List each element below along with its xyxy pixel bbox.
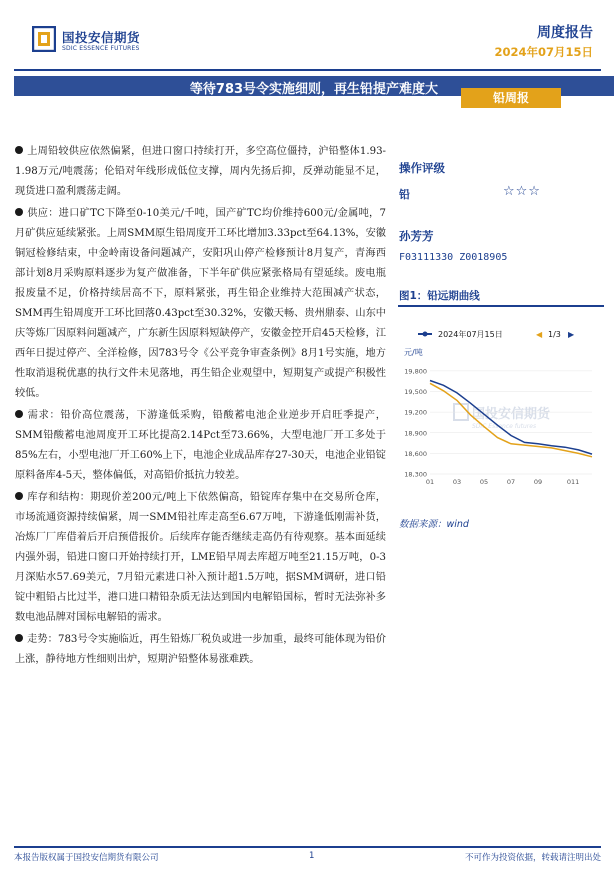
paragraph-trend — [15, 630, 386, 670]
x-tick-label: 03 — [452, 478, 462, 486]
report-type: 周度报告 — [537, 25, 593, 41]
pager-next-icon: ▶ — [568, 330, 575, 339]
report-date: 2024年07月15日 — [494, 45, 593, 59]
main-content — [15, 142, 386, 672]
footer-disclaimer: 不可作为投资依据，转载请注明出处 — [464, 853, 601, 863]
x-axis-ticks — [426, 478, 579, 486]
x-tick-label: 09 — [533, 478, 543, 486]
figure-title: 图1：铅远期曲线 — [399, 290, 480, 302]
rating-row — [399, 186, 604, 202]
x-tick-label: 05 — [479, 478, 489, 486]
bullet-icon — [15, 634, 23, 642]
chart-watermark — [454, 404, 551, 430]
page-number: 1 — [309, 851, 315, 861]
company-logo-icon — [32, 26, 56, 52]
paragraph-text: 库存和结构：期现价差200元/吨上下依然偏高，铅锭库存集中在交易所仓库，市场流通资源持续偏紧，周一SMM铅社库走高至6.67万吨，下游逢低刚需补货，冶炼厂厂库借着后开启预借报价。后续库存能否继续走高仍有待观察。基本面延续内强外弱，铅进口窗口开始持续打开，LME铅早周去库超万吨至21.15万吨，0-3月深贴水57.69美元，7月铅元素进口补入预计超1.5万吨，据SMM调研，进口铅锭中粗铅占比过半，港口进口精铅杂质无法达到国内电解铅国标，暂时无法弥补多数电池品牌对国标电解铅的需求。 — [15, 492, 386, 623]
y-axis-ticks — [404, 367, 427, 478]
paragraph-inventory — [15, 488, 386, 628]
y-tick-label: 19,800 — [404, 367, 427, 376]
logo-text-en: SDIC ESSENCE FUTURES — [62, 45, 140, 52]
x-tick-label: 01 — [425, 478, 435, 486]
side-panel — [399, 160, 604, 263]
logo-text-cn: 国投安信期货 — [62, 30, 141, 45]
paragraph-demand — [15, 406, 386, 486]
pager-label: 1/3 — [548, 330, 561, 339]
paragraph-text: 供应：进口矿TC下降至0-10美元/千吨，国产矿TC均价维持600元/金属吨，7月矿供应延续紧张。上周SMM原生铅周度开工环比增加3.33pct至64.13%，安徽铜冠检修结束，中金岭南设备问题减产，安阳巩山停产检修预计8月复产，青海西部计划8月采购原料逐步为复产做准备，下半年矿供应紧张格局有望延续。废电瓶报废量不足，价格持续居高不下，原料紧张，再生铅企业维持大范围减产状态，SMM再生铅周度开工环比回落0.43pct至30.32%，安徽天畅、贵州鼎泰、山东中庆等炼厂因原料问题减产，广东新生因原料短缺停产，安徽金控开启45天检修，江西年日提过停产、全洋检修，因783号令《公平竞争审查条例》8月1号实施，地方性取消退税优惠的执行文件未见落地，再生铅企业观望中，短期复产或提产积极性较低。 — [15, 208, 386, 399]
y-tick-label: 19,500 — [404, 388, 427, 396]
analyst-ids: F03111330 Z0018905 — [399, 252, 508, 263]
rating-item: 铅 — [399, 188, 410, 201]
legend-label: 2024年07月15日 — [438, 330, 503, 339]
company-logo — [32, 22, 232, 62]
rating-stars-icon: ☆☆☆ — [503, 184, 541, 199]
data-source: 数据来源：wind — [399, 519, 469, 530]
bullet-icon — [15, 208, 23, 216]
footer-divider — [14, 846, 601, 848]
watermark-text-en: SDIC Essence futures — [472, 423, 537, 430]
chart-pager[interactable] — [536, 330, 575, 339]
x-tick-label: 011 — [566, 478, 580, 486]
y-tick-label: 18,300 — [404, 470, 427, 479]
y-tick-label: 19,200 — [404, 408, 427, 417]
report-title: 等待783号令实施细则，再生铅提产难度大 — [189, 82, 439, 97]
watermark-text: 国投安信期货 — [472, 407, 551, 422]
analyst-name: 孙芳芳 — [399, 229, 434, 243]
report-tag: 铅周报 — [461, 88, 561, 108]
header-divider — [14, 69, 601, 71]
y-tick-label: 18,900 — [404, 429, 427, 438]
bullet-icon — [15, 146, 23, 154]
paragraph-text: 走势：783号令实施临近，再生铅炼厂税负或进一步加重，最终可能体现为铅价上涨，静待地方性细则出炉，短期沪铅整体易涨难跌。 — [15, 634, 386, 665]
chart-legend — [418, 329, 503, 339]
forward-curve-chart — [396, 320, 604, 495]
footer-copyright: 本报告版权属于国投安信期货有限公司 — [14, 853, 159, 863]
x-tick-label: 07 — [506, 478, 516, 486]
paragraph-summary — [15, 142, 386, 202]
pager-prev-icon: ◀ — [536, 330, 543, 339]
legend-marker-icon — [423, 332, 428, 337]
bullet-icon — [15, 492, 23, 500]
rating-heading: 操作评级 — [399, 161, 445, 175]
paragraph-text: 上周铅较供应依然偏紧，但进口窗口持续打开，多空高位僵持，沪铅整体1.93-1.98万元/吨震荡；伦铅对年线形成低位支撑，周内先扬后抑，反弹动能显不足，现货进口盈利震荡走阔。 — [15, 146, 386, 197]
y-axis-label: 元/吨 — [404, 348, 423, 357]
paragraph-supply — [15, 204, 386, 404]
y-tick-label: 18,600 — [404, 449, 427, 458]
paragraph-text: 需求：铅价高位震荡，下游逢低采购，铅酸蓄电池企业逆步开启旺季提产，SMM铅酸蓄电池周度开工环比提高2.14Pct至73.66%，大型电池厂开工多处于85%左右，小型电池厂开工60%上下，电池企业成品库存27-30天，电池企业铅锭原料备库4-5天，整体偏低，对高铅价抵抗力较差。 — [15, 410, 386, 481]
figure-divider — [398, 305, 604, 307]
bullet-icon — [15, 410, 23, 418]
